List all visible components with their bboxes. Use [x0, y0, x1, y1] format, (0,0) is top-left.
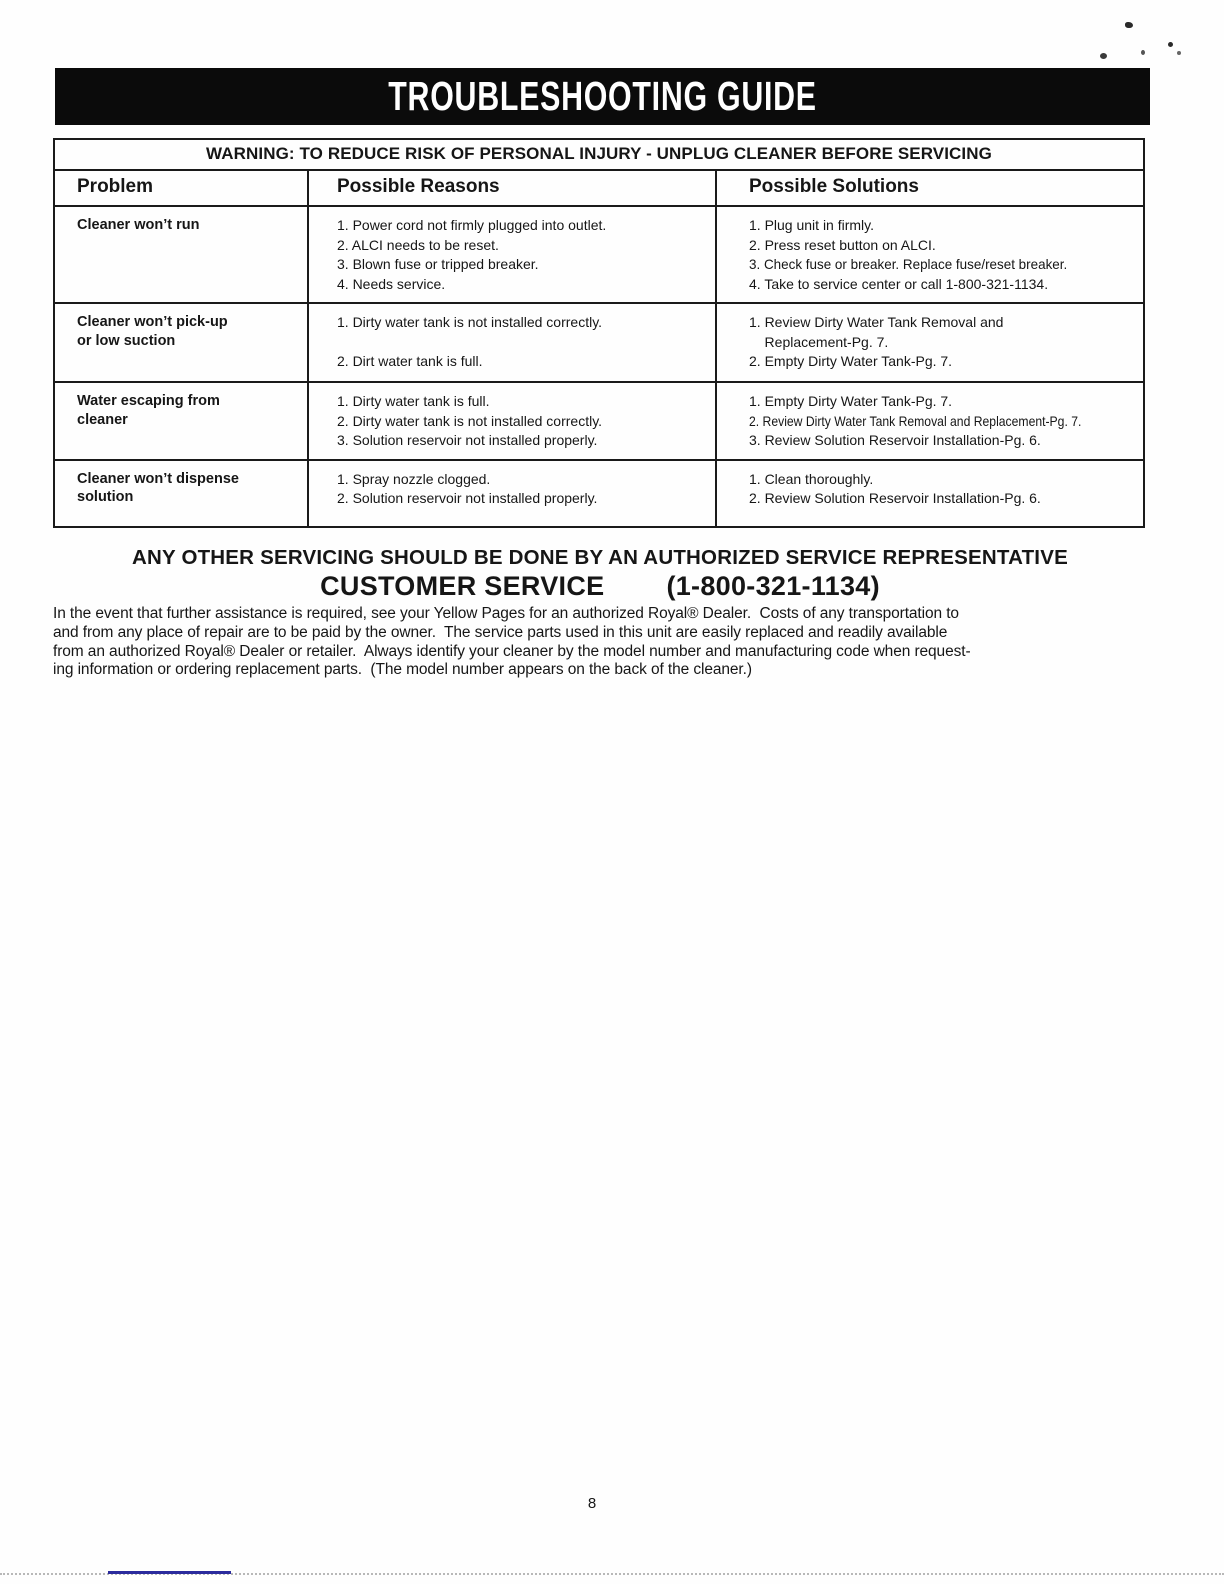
column-header-possible-solutions: Possible Solutions	[715, 171, 1143, 205]
scan-speck	[1168, 42, 1173, 47]
problem-cell: Cleaner won’t dispense solution	[77, 470, 239, 505]
table-row	[55, 304, 1143, 383]
reasons-cell: 1. Dirty water tank is full. 2. Dirty water tank is not installed correctly. 3. Solution reservoir not installed properly.	[307, 383, 715, 459]
customer-service-phone: (1-800-321-1134)	[666, 571, 880, 601]
solutions-cell: 1. Plug unit in firmly. 2. Press reset button on ALCI. 3. Check fuse or breaker. Replace fuse/reset breaker. 4. Take to service center or call 1-800-321-1134.	[715, 207, 1143, 302]
scan-speck	[1177, 51, 1181, 55]
table-row	[55, 207, 1143, 304]
problem-cell: Cleaner won’t run	[77, 217, 200, 233]
table-row	[55, 383, 1143, 461]
title-bar	[55, 68, 1150, 125]
solutions-cell: 1. Empty Dirty Water Tank-Pg. 7. 2. Review Dirty Water Tank Removal and Replacement-Pg. 7. 3. Review Solution Reservoir Installation-Pg. 6.	[715, 383, 1143, 459]
servicing-note-heading: ANY OTHER SERVICING SHOULD BE DONE BY AN AUTHORIZED SERVICE REPRESENTATIVE	[132, 546, 1068, 569]
customer-service-line	[53, 571, 1147, 602]
table-warning-banner: WARNING: TO REDUCE RISK OF PERSONAL INJURY - UNPLUG CLEANER BEFORE SERVICING	[55, 140, 1143, 171]
column-header-possible-reasons: Possible Reasons	[307, 171, 715, 205]
customer-service-section	[53, 546, 1147, 680]
solutions-cell: 1. Clean thoroughly. 2. Review Solution Reservoir Installation-Pg. 6.	[715, 461, 1143, 526]
column-header-problem: Problem	[77, 176, 154, 197]
scan-speck	[1100, 53, 1107, 59]
solutions-cell: 1. Review Dirty Water Tank Removal and Replacement-Pg. 7. 2. Empty Dirty Water Tank-Pg. 7.	[715, 304, 1143, 381]
customer-service-title: CUSTOMER SERVICE	[320, 571, 605, 601]
reasons-cell: 1. Spray nozzle clogged. 2. Solution reservoir not installed properly.	[307, 461, 715, 526]
table-row	[55, 461, 1143, 526]
scan-speck	[1141, 50, 1145, 55]
bottom-blue-mark	[108, 1571, 231, 1574]
table-header-row	[55, 171, 1143, 207]
customer-service-paragraph: In the event that further assistance is required, see your Yellow Pages for an authorized Royal® Dealer. Costs of any transportation to and from any place of repair are to be paid by the owner. The service parts used in this unit are easily replaced and readily available from an authorized Royal® Dealer or retailer. Always identify your cleaner by the model number and manufacturing code when request- ing information or ordering replacement parts. (The model number appears on the back of the cleaner.)	[53, 605, 971, 679]
problem-cell: Cleaner won’t pick-up or low suction	[77, 314, 228, 349]
page-title: TROUBLESHOOTING GUIDE	[388, 73, 817, 119]
scan-speck	[1125, 22, 1133, 28]
reasons-cell: 1. Dirty water tank is not installed correctly. 2. Dirt water tank is full.	[307, 304, 715, 381]
reasons-cell: 1. Power cord not firmly plugged into outlet. 2. ALCI needs to be reset. 3. Blown fuse or tripped breaker. 4. Needs service.	[307, 207, 715, 302]
problem-cell: Water escaping from cleaner	[77, 393, 220, 428]
troubleshooting-table	[53, 138, 1145, 528]
page-number: 8	[587, 1495, 597, 1512]
